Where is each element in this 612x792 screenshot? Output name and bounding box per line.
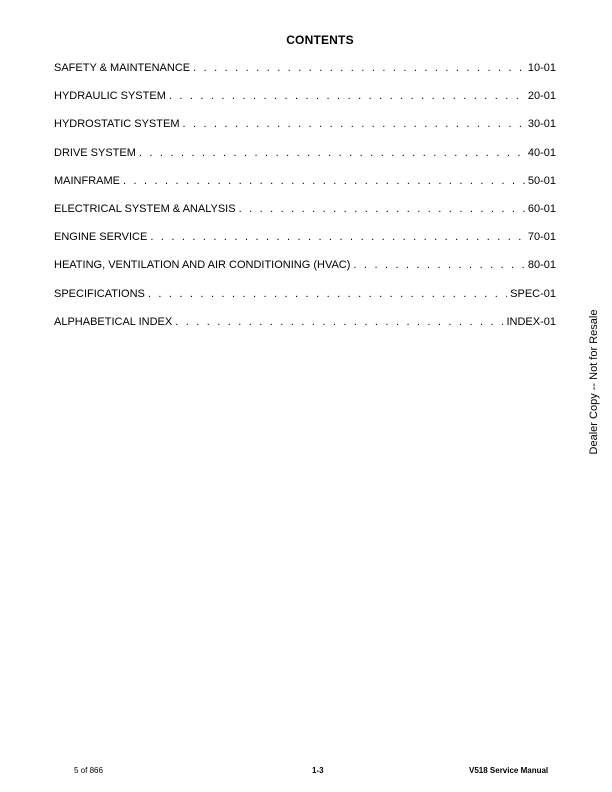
toc-entry-page: 50-01 <box>527 174 556 187</box>
toc-entry-electrical-system[interactable] <box>54 202 556 230</box>
footer-page-number: 1-3 <box>312 766 324 775</box>
toc-entry-hydraulic-system[interactable] <box>54 89 556 117</box>
page-title: CONTENTS <box>286 33 354 47</box>
toc-entry-title: ALPHABETICAL INDEX <box>54 315 173 328</box>
footer-manual-name: V518 Service Manual <box>469 766 549 775</box>
toc-entry-hydrostatic-system[interactable] <box>54 117 556 145</box>
toc-entry-title: HYDRAULIC SYSTEM <box>54 90 166 103</box>
toc-entry-title: DRIVE SYSTEM <box>54 146 136 159</box>
toc-entry-hvac[interactable] <box>54 258 556 286</box>
toc-entry-title: MAINFRAME <box>54 174 120 187</box>
toc-dot-leader <box>239 202 525 216</box>
toc-dot-leader <box>139 146 525 160</box>
toc-dot-leader <box>193 61 525 75</box>
toc-entry-title: SAFETY & MAINTENANCE <box>54 62 191 74</box>
toc-entry-title: ELECTRICAL SYSTEM & ANALYSIS <box>54 202 236 215</box>
toc-entry-page: 10-01 <box>527 62 556 74</box>
toc-entry-mainframe[interactable] <box>54 174 556 202</box>
toc-entry-title: HEATING, VENTILATION AND AIR CONDITIONING (HVAC) <box>54 259 351 272</box>
footer-page-count: 5 of 866 <box>74 766 103 775</box>
toc-dot-leader <box>123 174 525 188</box>
toc-entry-alphabetical-index[interactable] <box>54 315 556 343</box>
toc-dot-leader <box>148 287 507 301</box>
toc-entry-page: 30-01 <box>527 118 556 131</box>
toc-entry-drive-system[interactable] <box>54 146 556 174</box>
toc-entry-page: 80-01 <box>527 259 556 272</box>
toc-entry-page: INDEX-01 <box>506 315 556 328</box>
toc-entry-title: ENGINE SERVICE <box>54 231 148 244</box>
toc-dot-leader <box>175 315 503 329</box>
table-of-contents <box>54 61 556 343</box>
toc-entry-page: 60-01 <box>527 202 556 215</box>
toc-entry-title: HYDROSTATIC SYSTEM <box>54 118 180 131</box>
toc-entry-specifications[interactable] <box>54 287 556 315</box>
toc-entry-title: SPECIFICATIONS <box>54 287 145 300</box>
toc-dot-leader <box>353 258 524 272</box>
toc-dot-leader <box>169 89 525 103</box>
toc-entry-page: 70-01 <box>527 231 556 244</box>
toc-dot-leader <box>183 117 525 131</box>
toc-entry-page: 20-01 <box>527 90 556 103</box>
toc-entry-safety-maintenance[interactable] <box>54 61 556 89</box>
dealer-copy-watermark: Dealer Copy -- Not for Resale <box>588 309 600 455</box>
toc-entry-page: 40-01 <box>527 146 556 159</box>
toc-entry-page: SPEC-01 <box>510 287 556 300</box>
toc-entry-engine-service[interactable] <box>54 230 556 258</box>
toc-dot-leader <box>150 230 525 244</box>
